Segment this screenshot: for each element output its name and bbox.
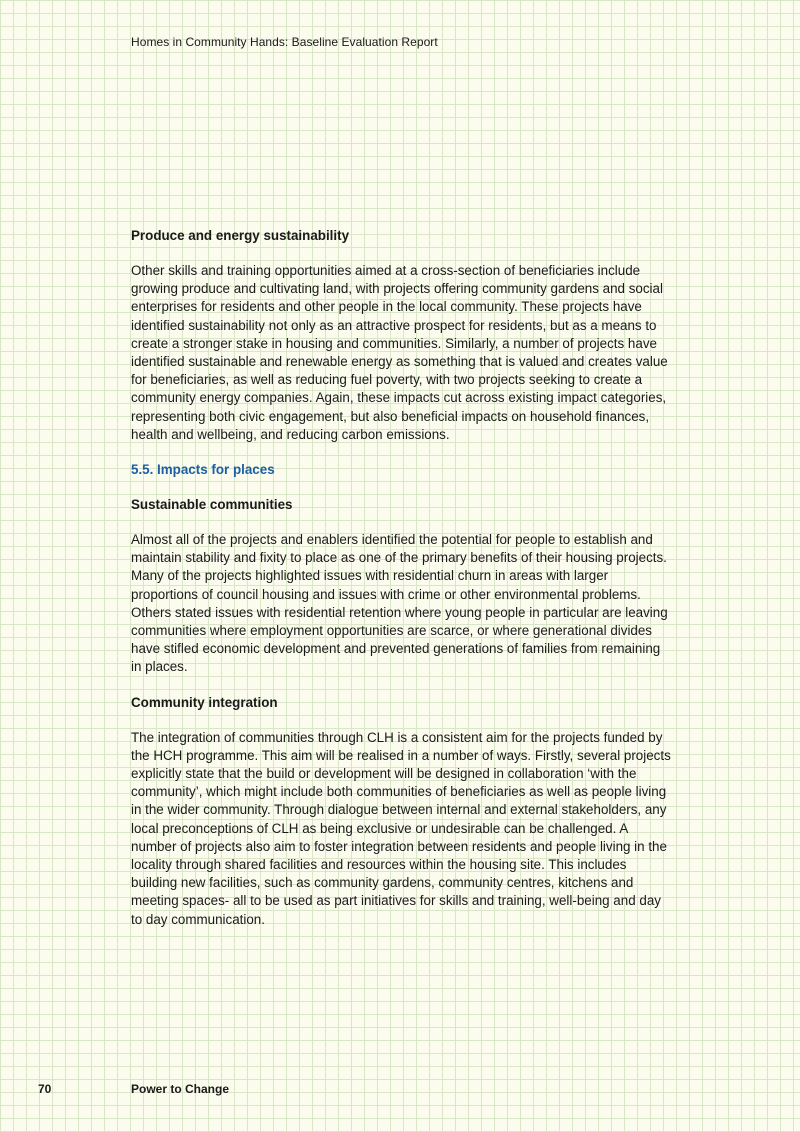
- impacts-for-places-heading: 5.5. Impacts for places: [131, 462, 275, 478]
- page-content: [131, 227, 671, 946]
- footer-organisation: Power to Change: [131, 1082, 230, 1096]
- sustainable-communities-heading: Sustainable communities: [131, 497, 293, 513]
- sustainable-communities-paragraph: Almost all of the projects and enablers identified the potential for people to establish and maintain stability and fixity to place as one of the primary benefits of their housing projects. Many of the projects highlighted issues with residential churn in areas with larger proportions of council housing and issues with crime or other environmental problems. Others stated issues with residential retention where young people in particular are leaving communities where employment opportunities are scarce, or where generational divides have stifled economic development and prevented generations of families from remaining in places.: [131, 532, 668, 675]
- running-header: Homes in Community Hands: Baseline Evaluation Report: [131, 35, 438, 49]
- community-integration-heading: Community integration: [131, 694, 278, 710]
- produce-energy-paragraph: Other skills and training opportunities aimed at a cross-section of beneficiaries include growing produce and cultivating land, with projects offering community gardens and social enterprises for residents and other people in the local community. These projects have identified sustainability not only as an attractive prospect for residents, but as a means to create a stronger stake in housing and communities. Similarly, a number of projects have identified sustainable and renewable energy as something that is valued and creates value for beneficiaries, as well as reducing fuel poverty, with two projects seeking to create a community energy companies. Again, these impacts cut across existing impact categories, representing both civic engagement, but also beneficial impacts on household finances, health and wellbeing, and reducing carbon emissions.: [131, 263, 668, 442]
- community-integration-paragraph: The integration of communities through CLH is a consistent aim for the projects funded by the HCH programme. This aim will be realised in a number of ways. Firstly, several projects explicitly state that the build or development will be designed in collaboration ‘with the community’, which might include both communities of beneficiaries as well as people living in the wider community. Through dialogue between internal and external stakeholders, any local preconceptions of CLH as being exclusive or undesirable can be challenged. A number of projects also aim to foster integration between residents and people living in the locality through shared facilities and resources within the housing site. This includes building new facilities, such as community gardens, community centres, kitchens and meeting spaces- all to be used as part initiatives for skills and training, well-being and day to day communication.: [131, 729, 671, 927]
- produce-energy-heading: Produce and energy sustainability: [131, 228, 350, 243]
- page-number: 70: [38, 1082, 52, 1096]
